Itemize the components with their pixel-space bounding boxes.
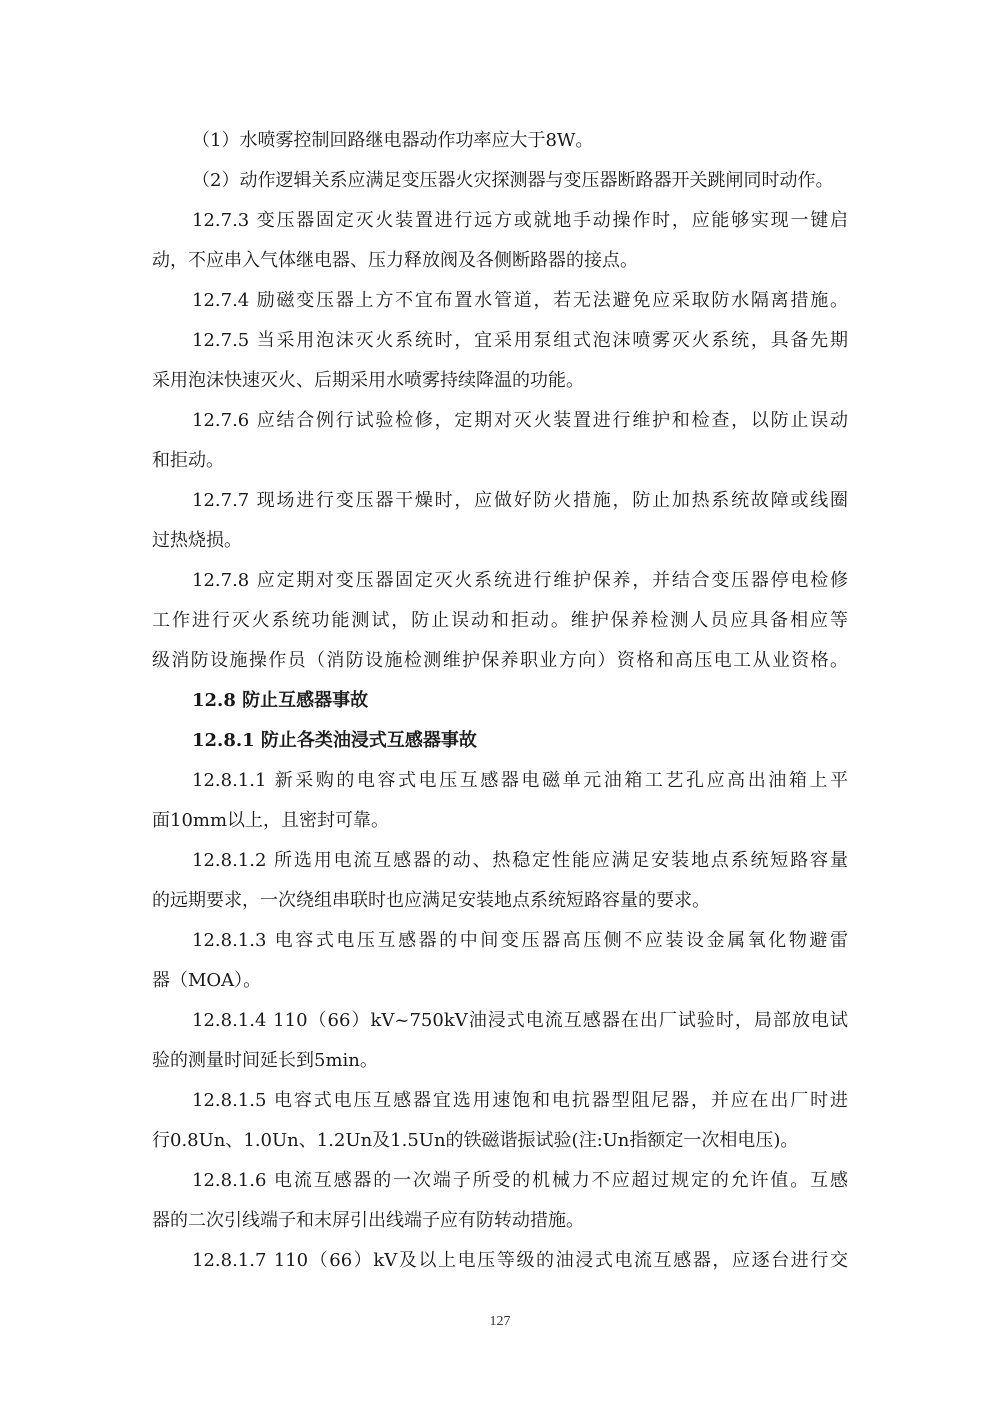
paragraph-line: 行0.8Un、1.0Un、1.2Un及1.5Un的铁磁谐振试验(注:Un指额定一次相电压)。 xyxy=(152,1130,799,1151)
paragraph-line: 12.8.1.6 电流互感器的一次端子所受的机械力不应超过规定的允许值。互感 xyxy=(192,1170,848,1191)
paragraph-line: 面10mm以上，且密封可靠。 xyxy=(152,810,390,831)
list-item: （2）动作逻辑关系应满足变压器火灾探测器与变压器断路器开关跳闸同时动作。 xyxy=(192,170,834,191)
paragraph-line: 12.7.6 应结合例行试验检修，定期对灭火装置进行维护和检查，以防止误动 xyxy=(192,410,848,431)
list-item: （1）水喷雾控制回路继电器动作功率应大于8W。 xyxy=(192,130,594,151)
paragraph-line: 器的二次引线端子和末屏引出线端子应有防转动措施。 xyxy=(152,1210,584,1231)
subsection-heading: 12.8.1 防止各类油浸式互感器事故 xyxy=(192,730,477,751)
page-number: 127 xyxy=(489,1314,511,1329)
paragraph-line: 12.8.1.3 电容式电压互感器的中间变压器高压侧不应装设金属氧化物避雷 xyxy=(192,930,848,951)
paragraph-line: 12.8.1.4 110（66）kV~750kV油浸式电流互感器在出厂试验时，局部放电试 xyxy=(192,1010,848,1031)
paragraph-line: 12.7.4 励磁变压器上方不宜布置水管道，若无法避免应采取防水隔离措施。 xyxy=(192,290,848,311)
paragraph-line: 12.8.1.5 电容式电压互感器宜选用速饱和电抗器型阻尼器，并应在出厂时进 xyxy=(192,1090,848,1111)
paragraph-line: 12.7.7 现场进行变压器干燥时，应做好防火措施，防止加热系统故障或线圈 xyxy=(192,490,848,511)
paragraph-line: 过热烧损。 xyxy=(152,530,242,551)
paragraph-line: 动，不应串入气体继电器、压力释放阀及各侧断路器的接点。 xyxy=(152,250,638,271)
paragraph-line: 验的测量时间延长到5min。 xyxy=(152,1050,378,1071)
paragraph-line: 采用泡沫快速灭火、后期采用水喷雾持续降温的功能。 xyxy=(152,370,584,391)
paragraph-line: 12.8.1.7 110（66）kV及以上电压等级的油浸式电流互感器，应逐台进行交 xyxy=(192,1250,848,1271)
paragraph-line: 工作进行灭火系统功能测试，防止误动和拒动。维护保养检测人员应具备相应等 xyxy=(152,610,848,631)
paragraph-line: 级消防设施操作员（消防设施检测维护保养职业方向）资格和高压电工从业资格。 xyxy=(152,650,848,671)
paragraph-line: 12.7.8 应定期对变压器固定灭火系统进行维护保养，并结合变压器停电检修 xyxy=(192,570,848,591)
section-heading: 12.8 防止互感器事故 xyxy=(192,690,369,711)
paragraph-line: 12.7.5 当采用泡沫灭火系统时，宜采用泵组式泡沫喷雾灭火系统，具备先期 xyxy=(192,330,848,351)
paragraph-line: 12.8.1.1 新采购的电容式电压互感器电磁单元油箱工艺孔应高出油箱上平 xyxy=(192,770,848,791)
paragraph-line: 器（MOA）。 xyxy=(152,970,262,991)
paragraph-line: 12.7.3 变压器固定灭火装置进行远方或就地手动操作时，应能够实现一键启 xyxy=(192,210,848,231)
body-text xyxy=(152,121,848,1281)
paragraph-line: 12.8.1.2 所选用电流互感器的动、热稳定性能应满足安装地点系统短路容量 xyxy=(192,850,848,871)
paragraph-line: 的远期要求，一次绕组串联时也应满足安装地点系统短路容量的要求。 xyxy=(152,890,710,911)
paragraph-line: 和拒动。 xyxy=(152,450,224,471)
